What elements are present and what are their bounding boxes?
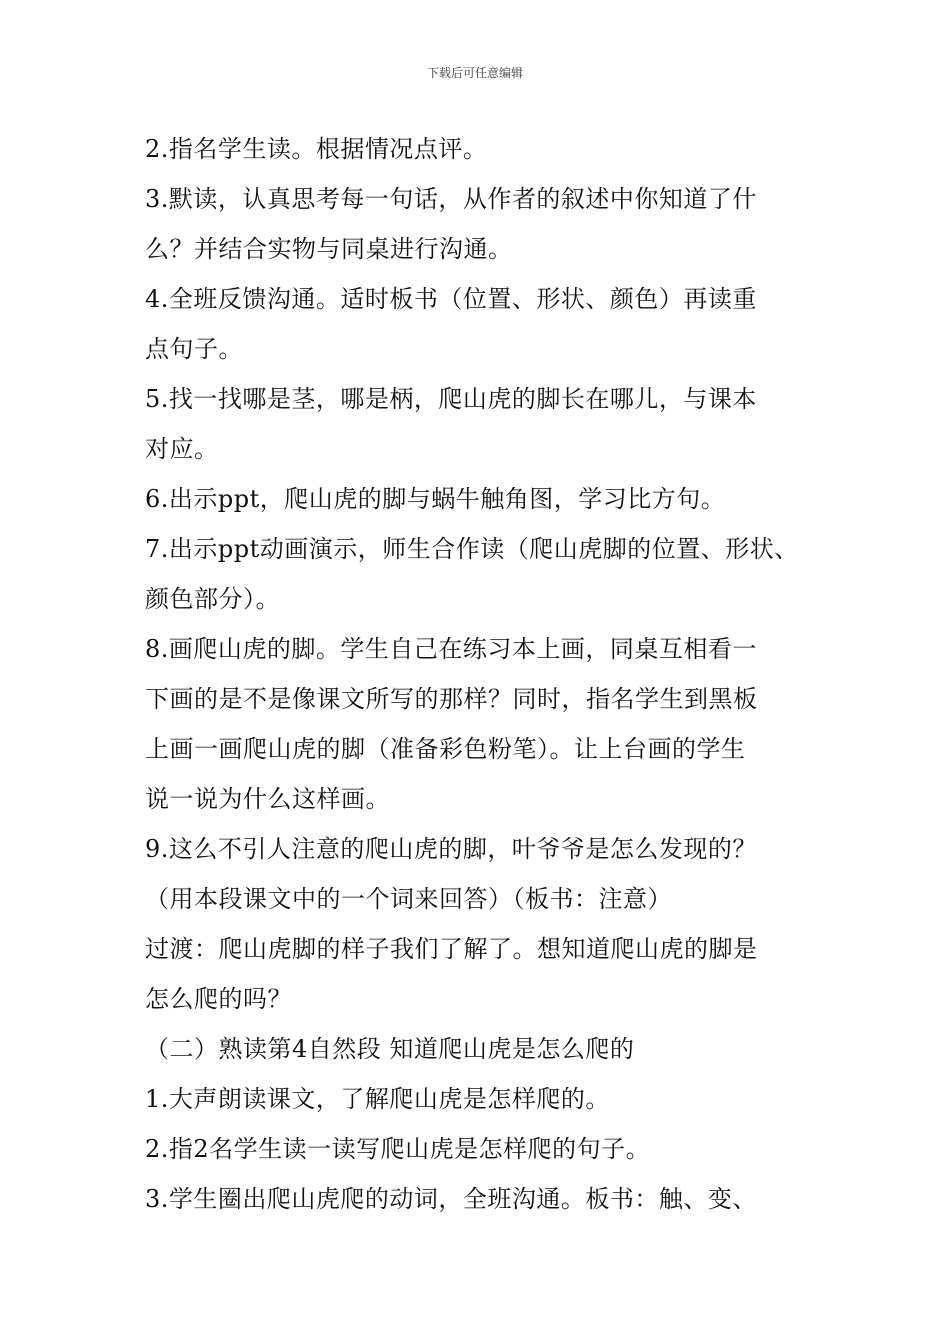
text-line: 5.找一找哪是茎，哪是柄，爬山虎的脚长在哪儿，与课本 [145,385,757,413]
text-line: 点句子。 [145,335,243,363]
document-body [145,124,815,1224]
text-line: 过渡：爬山虎脚的样子我们了解了。想知道爬山虎的脚是 [145,935,758,963]
section-heading: （二）熟读第4自然段 知道爬山虎是怎么爬的 [145,1035,635,1063]
text-line: 6.出示ppt，爬山虎的脚与蜗牛触角图，学习比方句。 [145,485,726,513]
text-line: 3.默读，认真思考每一句话，从作者的叙述中你知道了什 [145,185,757,213]
text-line: 对应。 [145,435,219,463]
text-line: 么？并结合实物与同桌进行沟通。 [145,235,513,263]
text-line: 说一说为什么这样画。 [145,785,390,813]
text-line: 怎么爬的吗？ [145,985,292,1013]
text-line: 9.这么不引人注意的爬山虎的脚，叶爷爷是怎么发现的？ [145,835,757,863]
text-line: 上画一画爬山虎的脚（准备彩色粉笔）。让上台画的学生 [145,735,746,763]
text-line: 下画的是不是像课文所写的那样？同时，指名学生到黑板 [145,685,758,713]
text-line: 1.大声朗读课文，了解爬山虎是怎样爬的。 [145,1085,610,1113]
text-line: 2.指名学生读。根据情况点评。 [145,135,488,163]
text-line: 2.指2名学生读一读写爬山虎是怎样爬的句子。 [145,1135,651,1163]
text-line: 4.全班反馈沟通。适时板书（位置、形状、颜色）再读重 [145,285,757,313]
text-line: （用本段课文中的一个词来回答）（板书：注意） [145,885,672,913]
text-line: 7.出示ppt动画演示，师生合作读（爬山虎脚的位置、形状、 [145,535,799,563]
text-line: 颜色部分）。 [145,585,280,613]
page-header: 下载后可任意编辑 [426,66,523,80]
text-line: 3.学生圈出爬山虎爬的动词，全班沟通。板书：触、变、 [145,1185,757,1213]
text-line: 8.画爬山虎的脚。学生自己在练习本上画，同桌互相看一 [145,635,757,663]
